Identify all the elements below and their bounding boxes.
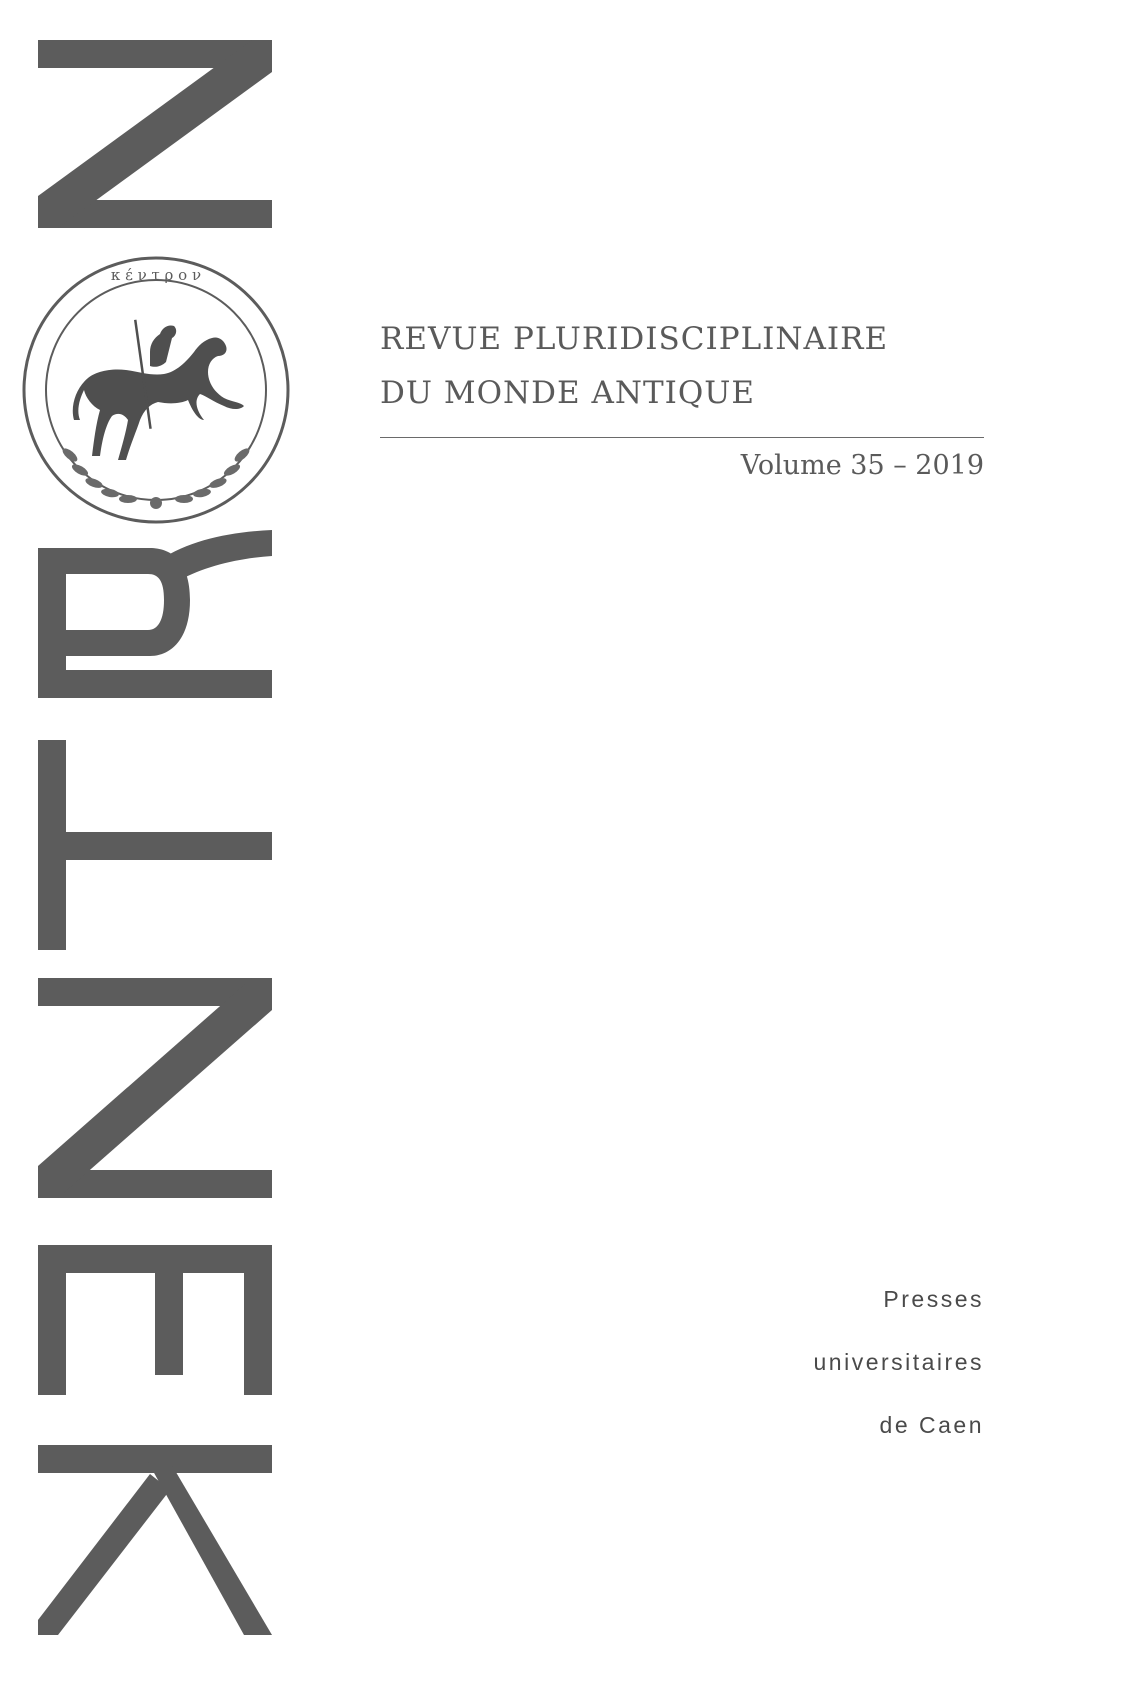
divider xyxy=(380,437,984,438)
volume-year: Volume 35 – 2019 xyxy=(740,450,984,481)
publisher-line-1: Presses xyxy=(883,1286,984,1312)
horse-rider-icon xyxy=(73,320,244,460)
letter-K xyxy=(38,1445,272,1635)
letter-N-2 xyxy=(38,978,272,1198)
letter-T xyxy=(38,740,272,950)
journal-title-vertical xyxy=(0,0,300,1693)
publisher-line-2: universitaires xyxy=(813,1349,984,1375)
publisher-line-3: de Caen xyxy=(879,1412,984,1438)
seal-emblem xyxy=(24,258,288,522)
journal-subtitle xyxy=(380,312,1000,420)
publisher-name xyxy=(814,1268,985,1457)
subtitle-line-1: REVUE PLURIDISCIPLINAIRE xyxy=(380,321,889,357)
svg-text:κ έ ν τ ρ ο ν: κ έ ν τ ρ ο ν xyxy=(110,266,202,284)
subtitle-line-2: DU MONDE ANTIQUE xyxy=(380,375,756,411)
letter-N xyxy=(38,40,272,228)
kentron-wordmark xyxy=(0,0,300,1693)
letter-R xyxy=(38,530,272,698)
letter-E xyxy=(38,1245,272,1395)
